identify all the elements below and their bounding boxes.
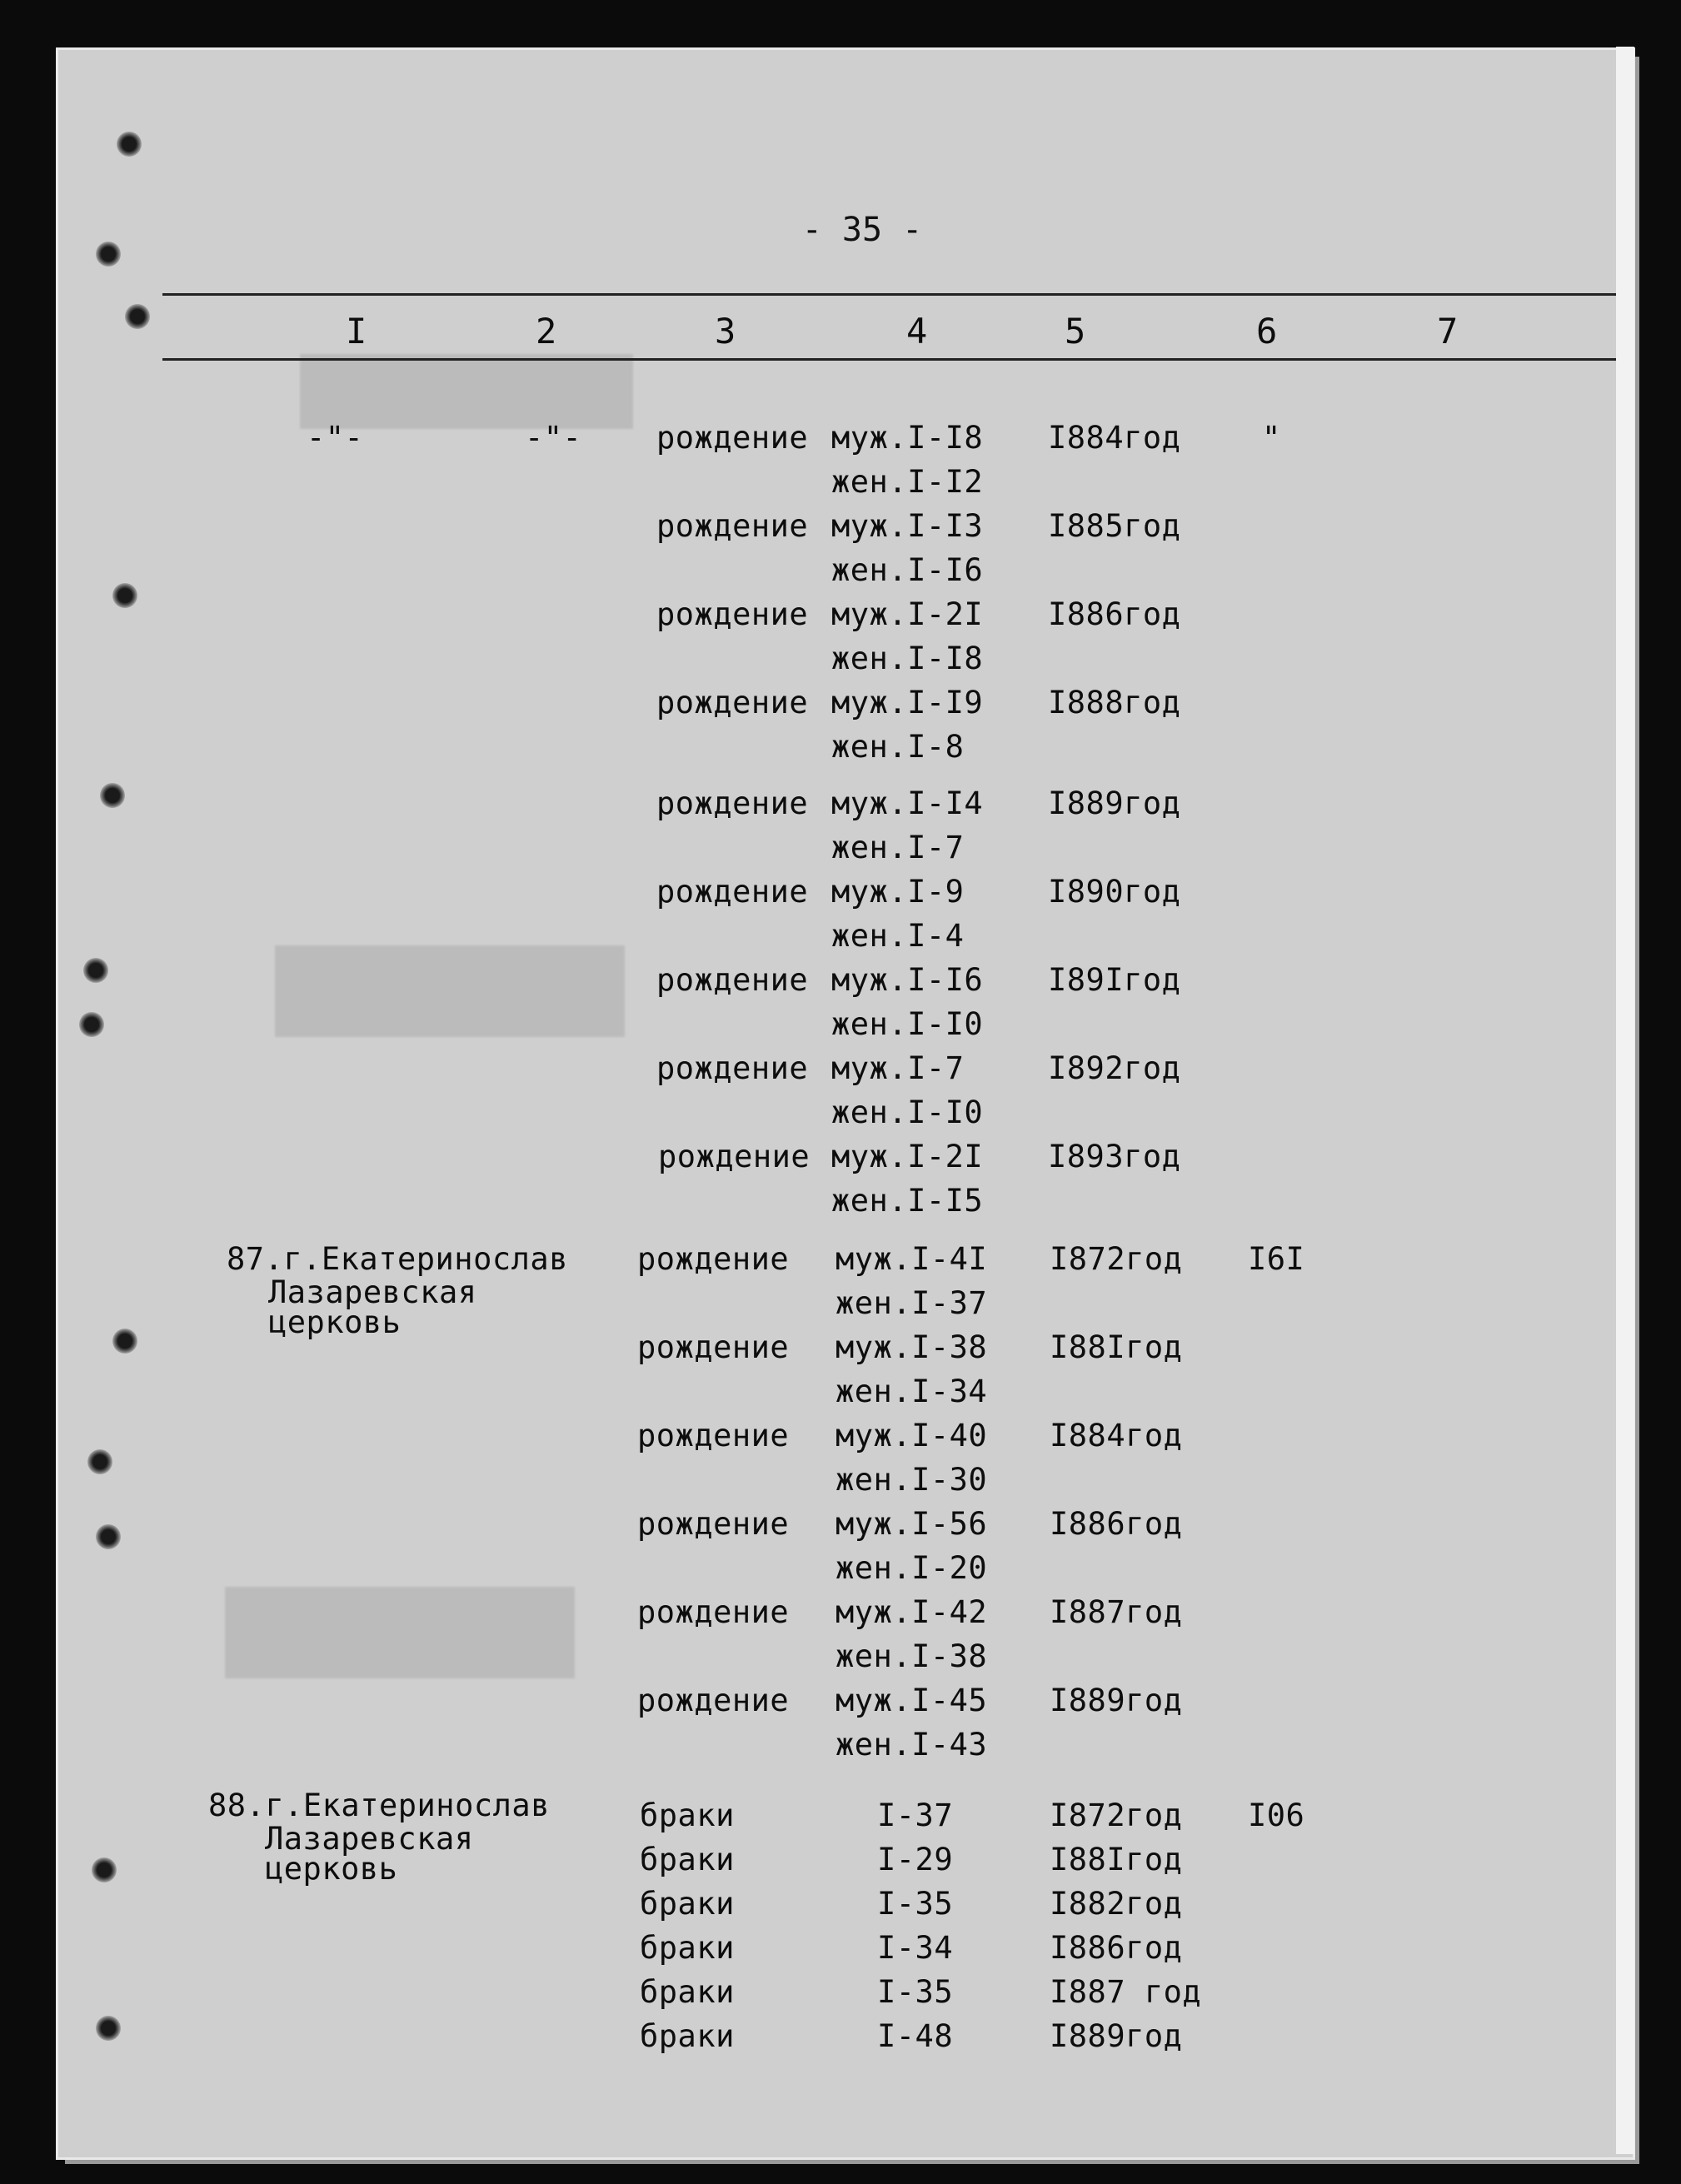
record-type: рождение	[656, 420, 809, 456]
record-type: рождение	[637, 1594, 790, 1630]
entry-87-church-2: церковь	[268, 1304, 402, 1340]
female-range: жен.I-7	[831, 830, 965, 865]
record-type: рождение	[658, 1139, 811, 1174]
male-range: муж.I-I9	[831, 685, 984, 721]
record-type: рождение	[637, 1506, 790, 1542]
male-range: муж.I-9	[831, 874, 965, 910]
ditto-mark-col1: -"-	[307, 420, 364, 456]
male-range: муж.I-I6	[831, 962, 984, 998]
punch-hole	[96, 1524, 121, 1549]
male-range: муж.I-2I	[831, 596, 984, 632]
entry-88-total: I06	[1248, 1798, 1305, 1833]
year: I886год	[1050, 1930, 1183, 1966]
punch-hole	[96, 242, 121, 267]
entry-88-church: Лазаревская	[265, 1821, 474, 1857]
record-type: рождение	[656, 785, 809, 821]
record-type: рождение	[637, 1241, 790, 1277]
record-type: рождение	[656, 874, 809, 910]
male-range: муж.I-4I	[836, 1241, 988, 1277]
record-type: рождение	[656, 596, 809, 632]
range: I-29	[877, 1842, 954, 1877]
punch-hole	[112, 583, 137, 608]
record-type: браки	[640, 1974, 735, 2010]
record-type: рождение	[656, 962, 809, 998]
column-header-4: 4	[906, 311, 928, 352]
column-header-5: 5	[1065, 311, 1086, 352]
female-range: жен.I-34	[836, 1374, 988, 1409]
year: I889год	[1048, 785, 1181, 821]
male-range: муж.I-2I	[831, 1139, 984, 1174]
female-range: жен.I-I5	[831, 1183, 984, 1219]
year: I893год	[1048, 1139, 1181, 1174]
punch-hole	[100, 783, 125, 808]
female-range: жен.I-8	[831, 729, 965, 765]
bleed-through	[225, 1587, 575, 1678]
year: I884год	[1050, 1418, 1183, 1454]
bleed-through	[300, 354, 633, 429]
ditto-mark-col2: -"-	[525, 420, 582, 456]
female-range: жен.I-43	[836, 1727, 988, 1763]
record-type: браки	[640, 1798, 735, 1833]
year: I885год	[1048, 508, 1181, 544]
year: I892год	[1048, 1050, 1181, 1086]
range: I-48	[877, 2018, 954, 2054]
record-type: рождение	[656, 1050, 809, 1086]
year: I890год	[1048, 874, 1181, 910]
punch-hole	[79, 1012, 104, 1037]
entry-87-church: Лазаревская	[268, 1274, 477, 1310]
female-range: жен.I-20	[836, 1550, 988, 1586]
year: I884год	[1048, 420, 1181, 456]
year: I88Iгод	[1050, 1842, 1183, 1877]
record-type: рождение	[637, 1418, 790, 1454]
column-header-2: 2	[536, 311, 557, 352]
female-range: жен.I-I2	[831, 464, 984, 500]
record-type: браки	[640, 2018, 735, 2054]
female-range: жен.I-I8	[831, 641, 984, 676]
year: I887год	[1050, 1594, 1183, 1630]
record-type: рождение	[637, 1329, 790, 1365]
column-header-3: 3	[715, 311, 736, 352]
page-edge	[1616, 47, 1634, 2154]
female-range: жен.I-37	[836, 1285, 988, 1321]
male-range: муж.I-7	[831, 1050, 965, 1086]
ditto-mark-col6: "	[1262, 420, 1281, 456]
female-range: жен.I-38	[836, 1638, 988, 1674]
record-type: браки	[640, 1886, 735, 1922]
female-range: жен.I-30	[836, 1462, 988, 1498]
record-type: рождение	[656, 508, 809, 544]
punch-hole	[83, 958, 108, 983]
year: I89Iгод	[1048, 962, 1181, 998]
female-range: жен.I-I0	[831, 1006, 984, 1042]
male-range: муж.I-40	[836, 1418, 988, 1454]
male-range: муж.I-38	[836, 1329, 988, 1365]
male-range: муж.I-I8	[831, 420, 984, 456]
range: I-35	[877, 1886, 954, 1922]
punch-hole	[92, 1857, 117, 1882]
range: I-34	[877, 1930, 954, 1966]
year: I88Iгод	[1050, 1329, 1183, 1365]
year: I886год	[1050, 1506, 1183, 1542]
punch-hole	[125, 304, 150, 329]
male-range: муж.I-42	[836, 1594, 988, 1630]
record-type: рождение	[656, 685, 809, 721]
header-top-rule	[162, 293, 1616, 296]
male-range: муж.I-56	[836, 1506, 988, 1542]
year: I872год	[1050, 1241, 1183, 1277]
male-range: муж.I-45	[836, 1683, 988, 1718]
female-range: жен.I-I0	[831, 1094, 984, 1130]
record-type: браки	[640, 1842, 735, 1877]
column-header-7: 7	[1437, 311, 1459, 352]
punch-hole	[87, 1449, 112, 1474]
year: I889год	[1050, 1683, 1183, 1718]
male-range: муж.I-I4	[831, 785, 984, 821]
year: I889год	[1050, 2018, 1183, 2054]
column-header-6: 6	[1256, 311, 1278, 352]
punch-hole	[96, 2016, 121, 2041]
range: I-37	[877, 1798, 954, 1833]
year: I886год	[1048, 596, 1181, 632]
column-header-1: I	[346, 311, 367, 352]
page-number: - 35 -	[801, 211, 923, 249]
male-range: муж.I-I3	[831, 508, 984, 544]
entry-87-total: I6I	[1248, 1241, 1305, 1277]
bleed-through	[275, 945, 625, 1037]
year: I872год	[1050, 1798, 1183, 1833]
record-type: рождение	[637, 1683, 790, 1718]
header-bottom-rule	[162, 358, 1616, 361]
entry-88-church-2: церковь	[265, 1851, 398, 1887]
year: I882год	[1050, 1886, 1183, 1922]
record-type: браки	[640, 1930, 735, 1966]
year: I888год	[1048, 685, 1181, 721]
punch-hole	[117, 132, 142, 157]
punch-hole	[112, 1329, 137, 1354]
entry-87-place: 87.г.Екатеринослав	[227, 1241, 568, 1277]
female-range: жен.I-I6	[831, 552, 984, 588]
year: I887 год	[1050, 1974, 1202, 2010]
entry-88-place: 88.г.Екатеринослав	[208, 1788, 550, 1823]
range: I-35	[877, 1974, 954, 2010]
female-range: жен.I-4	[831, 918, 965, 954]
